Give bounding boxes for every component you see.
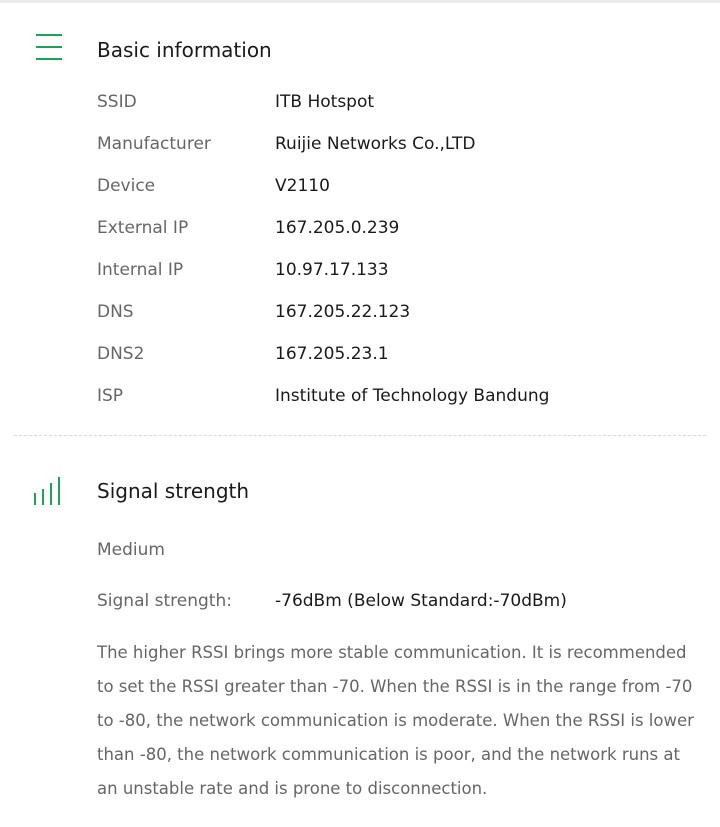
- signal-level: Medium: [97, 540, 165, 560]
- menu-icon[interactable]: [36, 34, 62, 60]
- info-row-ssid: [0, 92, 720, 122]
- info-label: Internal IP: [97, 260, 184, 280]
- info-row-isp: [0, 386, 720, 416]
- info-value: Institute of Technology Bandung: [275, 386, 550, 406]
- info-label: Device: [97, 176, 156, 196]
- info-row-external-ip: [0, 218, 720, 248]
- signal-title: Signal strength: [97, 479, 250, 503]
- info-label: DNS: [97, 302, 134, 322]
- info-label: ISP: [97, 386, 124, 406]
- info-label: Manufacturer: [97, 134, 211, 154]
- info-row-dns: [0, 302, 720, 332]
- info-row-dns2: [0, 344, 720, 374]
- signal-strength-value: -76dBm (Below Standard:-70dBm): [275, 591, 567, 611]
- basic-info-header: [0, 30, 720, 70]
- info-value: 10.97.17.133: [275, 260, 389, 280]
- signal-description: The higher RSSI brings more stable communication. It is recommended to set the RSSI greater than -70. When the RSSI is in the range from -70 to -80, the network communication is moderate. When the RSSI is lower than -80, the network communication is poor, and the network runs at an unstable rate and is prone to disconnection.: [97, 643, 694, 798]
- info-value: ITB Hotspot: [275, 92, 375, 112]
- info-value: 167.205.0.239: [275, 218, 400, 238]
- basic-info-title: Basic information: [97, 38, 272, 62]
- info-value: V2110: [275, 176, 330, 196]
- info-row-internal-ip: [0, 260, 720, 290]
- info-label: DNS2: [97, 344, 145, 364]
- section-divider: [14, 435, 706, 436]
- info-label: External IP: [97, 218, 189, 238]
- top-divider: [0, 0, 720, 3]
- signal-header: [0, 472, 720, 512]
- info-value: Ruijie Networks Co.,LTD: [275, 134, 476, 154]
- info-row-device: [0, 176, 720, 206]
- info-value: 167.205.23.1: [275, 344, 389, 364]
- info-row-manufacturer: [0, 134, 720, 164]
- info-value: 167.205.22.123: [275, 302, 411, 322]
- signal-strength-label: Signal strength:: [97, 591, 232, 611]
- info-label: SSID: [97, 92, 137, 112]
- signal-bars-icon: [34, 477, 64, 505]
